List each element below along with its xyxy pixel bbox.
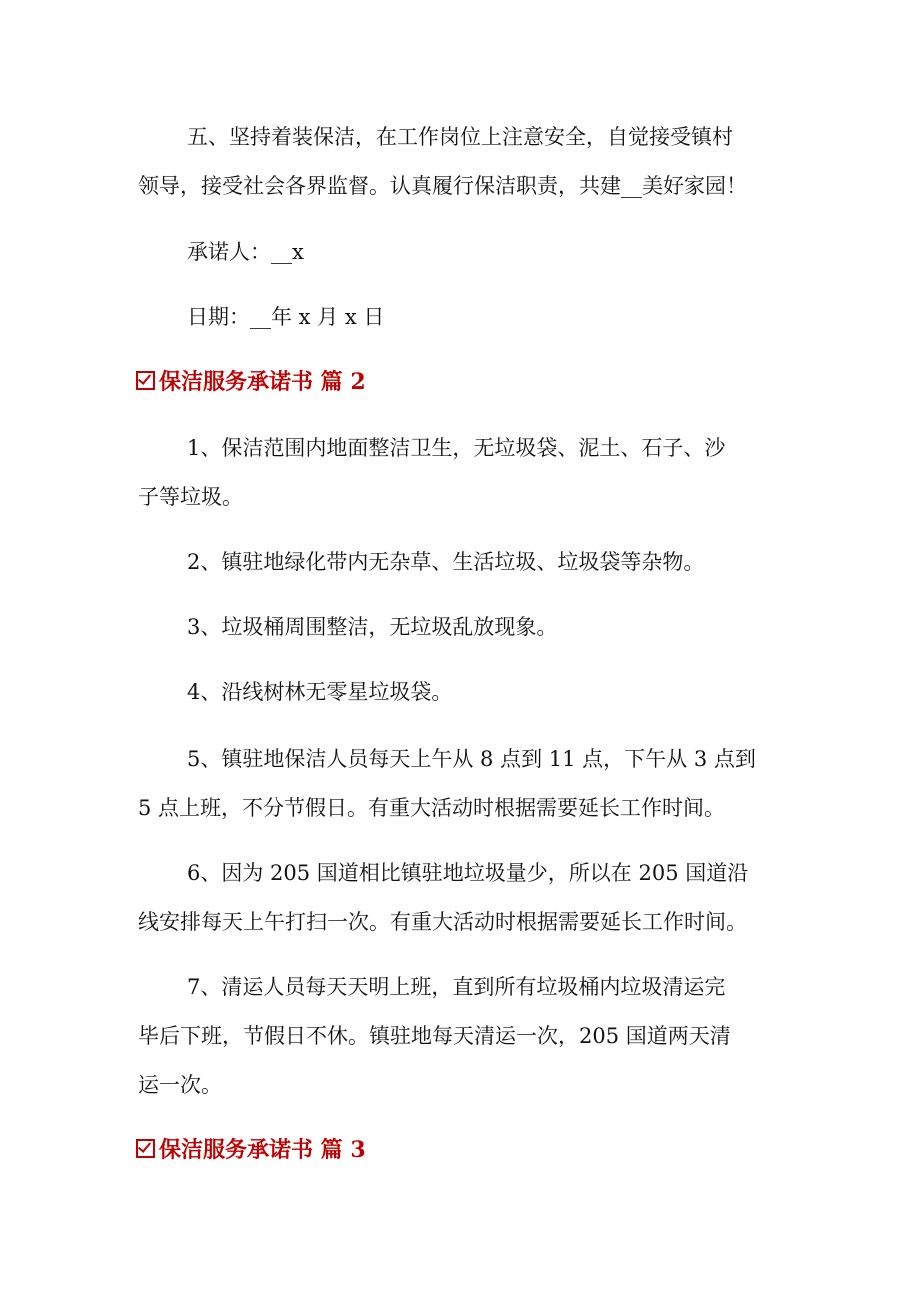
checkbox-icon: [136, 1139, 155, 1158]
item5-line2: 5 点上班，不分节假日。有重大活动时根据需要延长工作时间。: [138, 796, 726, 820]
item1-line2: 子等垃圾。: [138, 485, 243, 509]
signer-line: 承诺人：__x: [187, 240, 304, 264]
item5-line1: 5、镇驻地保洁人员每天上午从 8 点到 11 点，下午从 3 点到: [187, 747, 756, 771]
heading-part-3: [136, 1136, 366, 1164]
item6-line2: 线安排每天上午打扫一次。有重大活动时根据需要延长工作时间。: [138, 910, 747, 934]
item7-line3: 运一次。: [138, 1073, 222, 1097]
heading-text: 保洁服务承诺书 篇 2: [159, 369, 366, 395]
date-line: 日期：__年 x 月 x 日: [187, 305, 385, 329]
checkbox-icon: [136, 371, 155, 390]
item3: 3、垃圾桶周围整洁，无垃圾乱放现象。: [187, 615, 558, 639]
heading-part-2: [136, 368, 366, 396]
item2: 2、镇驻地绿化带内无杂草、生活垃圾、垃圾袋等杂物。: [187, 550, 705, 574]
heading-text: 保洁服务承诺书 篇 3: [159, 1137, 366, 1163]
item4: 4、沿线树林无零星垃圾袋。: [187, 680, 453, 704]
item1-line1: 1、保洁范围内地面整洁卫生，无垃圾袋、泥土、石子、沙: [187, 436, 726, 460]
item5-line1: 五、坚持着装保洁，在工作岗位上注意安全，自觉接受镇村: [187, 125, 733, 149]
item7-line2: 毕后下班，节假日不休。镇驻地每天清运一次，205 国道两天清: [138, 1024, 731, 1048]
item5-line2: 领导，接受社会各界监督。认真履行保洁职责，共建__美好家园！: [138, 174, 747, 198]
item7-line1: 7、清运人员每天天明上班，直到所有垃圾桶内垃圾清运完: [187, 975, 726, 999]
item6-line1: 6、因为 205 国道相比镇驻地垃圾量少，所以在 205 国道沿: [187, 861, 749, 885]
